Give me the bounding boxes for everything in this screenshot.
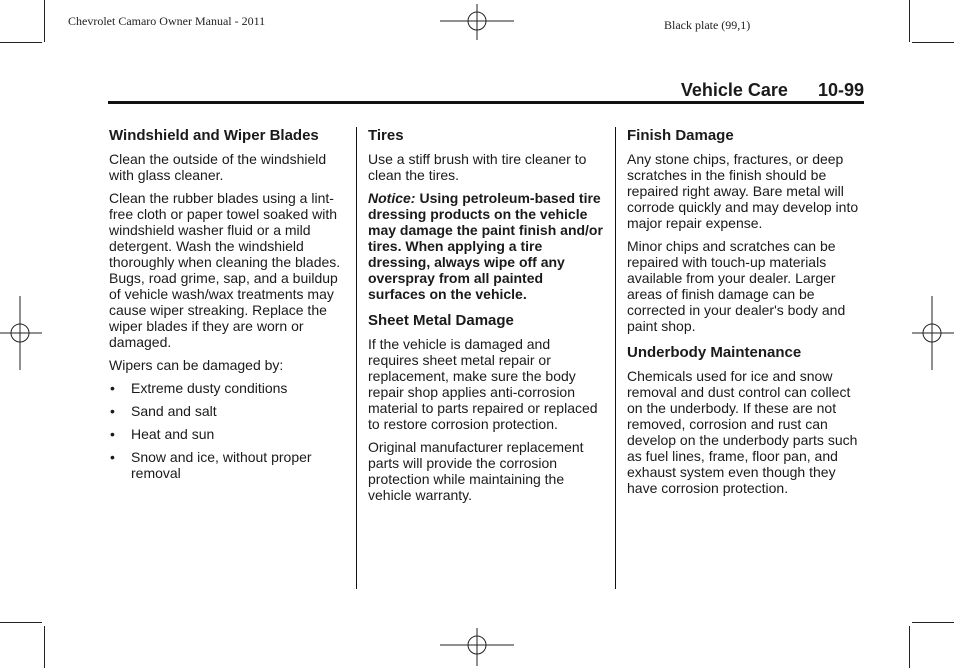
print-meta-plate: Black plate (99,1) xyxy=(664,18,751,32)
header-rule xyxy=(108,101,864,104)
paragraph: Wipers can be damaged by: xyxy=(109,357,284,373)
list-item: • Extreme dusty conditions xyxy=(109,380,345,396)
wiper-damage-list xyxy=(109,380,345,481)
registration-mark-top xyxy=(440,4,514,40)
notice-label: Notice: xyxy=(368,190,416,206)
list-item: • Snow and ice, without proper removal xyxy=(109,449,345,481)
notice-text: Using petroleum-based tire dressing products on the vehicle may damage the paint finish and/or tires. When applying a tire dressing, always wipe off any overspray from all painted surfaces on the vehicle. xyxy=(368,190,603,302)
column-1 xyxy=(109,127,345,488)
crop-mark-top-left-horizontal xyxy=(0,42,42,43)
crop-mark-bottom-right-horizontal xyxy=(912,622,954,623)
registration-mark-left xyxy=(0,296,42,370)
heading-tires: Tires xyxy=(368,127,404,144)
column-2 xyxy=(368,127,604,510)
paragraph: Clean the rubber blades using a lint-free cloth or paper towel soaked with windshield washer fluid or a mild detergent. Wash the windshield thoroughly when cleaning the blades. Bugs, road grime, sap, and a buildup of vehicle wash/wax treatments may cause wiper streaking. Replace the wiper blades if they are worn or damaged. xyxy=(109,190,341,350)
registration-mark-right xyxy=(912,296,954,370)
section-title: Vehicle Care xyxy=(680,80,788,100)
paragraph: Minor chips and scratches can be repaired with touch-up materials available from your dealer. Larger areas of finish damage can be corrected in your dealer's body and paint shop. xyxy=(627,238,846,334)
heading-windshield-wiper-blades: Windshield and Wiper Blades xyxy=(109,127,319,144)
column-divider xyxy=(356,127,357,589)
page-header xyxy=(681,80,864,101)
crop-mark-bottom-right-vertical xyxy=(909,626,910,668)
heading-sheet-metal-damage: Sheet Metal Damage xyxy=(368,312,514,329)
registration-mark-bottom xyxy=(440,628,514,666)
crop-mark-bottom-left-horizontal xyxy=(0,622,42,623)
crop-mark-top-left-vertical xyxy=(44,0,45,42)
paragraph: Chemicals used for ice and snow removal and dust control can collect on the underbody. If these are not removed, corrosion and rust can develop on the underbody parts such as fuel lines, frame, floor pan, and exhaust system even though they have corrosion protection. xyxy=(627,368,858,496)
list-item: • Heat and sun xyxy=(109,426,345,442)
paragraph: If the vehicle is damaged and requires sheet metal repair or replacement, make sure the body repair shop applies anti-corrosion material to parts repaired or replaced to restore corrosion protection. xyxy=(368,336,598,432)
heading-finish-damage: Finish Damage xyxy=(627,127,734,144)
notice xyxy=(368,190,604,302)
paragraph: Any stone chips, fractures, or deep scratches in the finish should be repaired right away. Bare metal will corrode quickly and may develop into major repair expense. xyxy=(627,151,859,231)
heading-underbody-maintenance: Underbody Maintenance xyxy=(627,344,802,361)
column-divider xyxy=(615,127,616,589)
paragraph: Use a stiff brush with tire cleaner to clean the tires. xyxy=(368,151,587,183)
list-item: • Sand and salt xyxy=(109,403,345,419)
page-number: 10-99 xyxy=(817,80,864,100)
print-meta-title: Chevrolet Camaro Owner Manual - 2011 xyxy=(68,14,266,28)
paragraph: Clean the outside of the windshield with glass cleaner. xyxy=(109,151,327,183)
crop-mark-bottom-left-vertical xyxy=(44,626,45,668)
crop-mark-top-right-vertical xyxy=(909,0,910,42)
column-3 xyxy=(627,127,863,503)
paragraph: Original manufacturer replacement parts will provide the corrosion protection while maintaining the vehicle warranty. xyxy=(368,439,584,503)
crop-mark-top-right-horizontal xyxy=(912,42,954,43)
